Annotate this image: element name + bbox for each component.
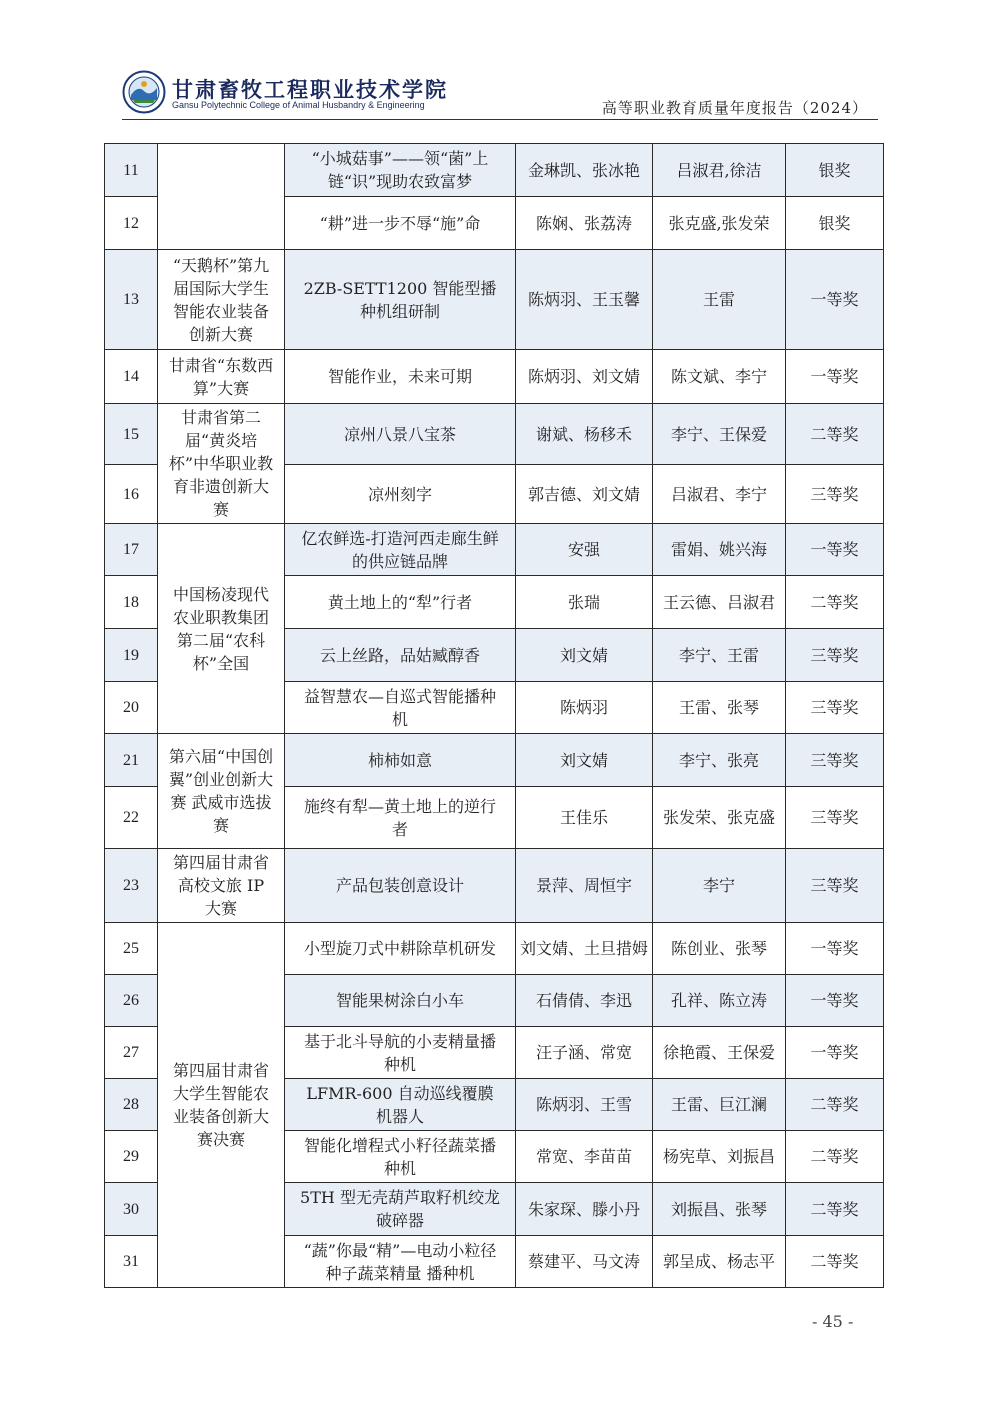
project-name: 智能化增程式小籽径蔬菜播种机 xyxy=(285,1131,516,1183)
competition-name: 中国杨凌现代农业职教集团第二届“农科杯”全国 xyxy=(158,524,285,734)
teachers: 张发荣、张克盛 xyxy=(653,787,786,849)
project-name: 凉州八景八宝茶 xyxy=(285,404,516,465)
row-number: 18 xyxy=(105,576,158,629)
award-level: 二等奖 xyxy=(786,1079,884,1131)
project-name: 凉州刻字 xyxy=(285,465,516,524)
row-number: 15 xyxy=(105,404,158,465)
teachers: 王雷 xyxy=(653,250,786,350)
students: 陈炳羽 xyxy=(516,682,653,734)
teachers: 杨宪草、刘振昌 xyxy=(653,1131,786,1183)
row-number: 23 xyxy=(105,849,158,923)
teachers: 李宁、王雷 xyxy=(653,629,786,682)
students: 陈炳羽、刘文婧 xyxy=(516,350,653,404)
award-level: 三等奖 xyxy=(786,787,884,849)
teachers: 李宁、王保爱 xyxy=(653,404,786,465)
project-name: 5TH 型无壳葫芦取籽机绞龙破碎器 xyxy=(285,1183,516,1236)
row-number: 14 xyxy=(105,350,158,404)
competition-name xyxy=(158,144,285,250)
table-row xyxy=(105,849,884,923)
row-number: 11 xyxy=(105,144,158,197)
competition-name: 第六届“中国创翼”创业创新大赛 武威市选拔赛 xyxy=(158,734,285,849)
students: 安强 xyxy=(516,524,653,576)
students: 刘文婧 xyxy=(516,629,653,682)
students: 蔡建平、马文涛 xyxy=(516,1236,653,1288)
project-name: 产品包装创意设计 xyxy=(285,849,516,923)
project-name: 施终有犁—黄土地上的逆行者 xyxy=(285,787,516,849)
row-number: 22 xyxy=(105,787,158,849)
award-level: 一等奖 xyxy=(786,250,884,350)
award-level: 二等奖 xyxy=(786,1183,884,1236)
students: 陈炳羽、王玉馨 xyxy=(516,250,653,350)
page-header xyxy=(122,66,878,122)
project-name: 智能果树涂白小车 xyxy=(285,975,516,1027)
students: 刘文婧 xyxy=(516,734,653,787)
award-level: 一等奖 xyxy=(786,923,884,975)
row-number: 29 xyxy=(105,1131,158,1183)
teachers: 刘振昌、张琴 xyxy=(653,1183,786,1236)
table-row xyxy=(105,524,884,576)
project-name: “小城菇事”——领“菌”上链“识”现助农致富梦 xyxy=(285,144,516,197)
award-level: 一等奖 xyxy=(786,1027,884,1079)
project-name: 2ZB-SETT1200 智能型播种机组研制 xyxy=(285,250,516,350)
table-row xyxy=(105,144,884,197)
teachers: 孔祥、陈立涛 xyxy=(653,975,786,1027)
award-level: 二等奖 xyxy=(786,576,884,629)
teachers: 吕淑君,徐洁 xyxy=(653,144,786,197)
students: 景萍、周恒宇 xyxy=(516,849,653,923)
students: 金琳凯、张冰艳 xyxy=(516,144,653,197)
project-name: 亿农鲜选-打造河西走廊生鲜的供应链品牌 xyxy=(285,524,516,576)
students: 陈炳羽、王雪 xyxy=(516,1079,653,1131)
award-level: 三等奖 xyxy=(786,629,884,682)
table-row xyxy=(105,734,884,787)
report-title: 高等职业教育质量年度报告（2024） xyxy=(601,99,868,117)
row-number: 13 xyxy=(105,250,158,350)
competition-name: 甘肃省“东数西算”大赛 xyxy=(158,350,285,404)
students: 刘文婧、土旦措姆 xyxy=(516,923,653,975)
teachers: 雷娟、姚兴海 xyxy=(653,524,786,576)
project-name: 黄土地上的“犁”行者 xyxy=(285,576,516,629)
project-name: “蔬”你最“精”—电动小粒径种子蔬菜精量 播种机 xyxy=(285,1236,516,1288)
competition-name: 第四届甘肃省高校文旅 IP 大赛 xyxy=(158,849,285,923)
students: 朱家琛、滕小丹 xyxy=(516,1183,653,1236)
project-name: 云上丝路，品姑臧醇香 xyxy=(285,629,516,682)
award-level: 二等奖 xyxy=(786,1131,884,1183)
table-row xyxy=(105,250,884,350)
competition-name: 甘肃省第二届“黄炎培杯”中华职业教育非遗创新大赛 xyxy=(158,404,285,524)
school-name-en: Gansu Polytechnic College of Animal Husbandry & Engineering xyxy=(172,100,425,110)
teachers: 张克盛,张发荣 xyxy=(653,197,786,250)
students: 常宽、李苗苗 xyxy=(516,1131,653,1183)
page-number: - 45 - xyxy=(812,1312,854,1331)
teachers: 王雷、张琴 xyxy=(653,682,786,734)
teachers: 王云德、吕淑君 xyxy=(653,576,786,629)
award-level: 二等奖 xyxy=(786,1236,884,1288)
teachers: 郭呈成、杨志平 xyxy=(653,1236,786,1288)
teachers: 徐艳霞、王保爱 xyxy=(653,1027,786,1079)
teachers: 陈创业、张琴 xyxy=(653,923,786,975)
row-number: 12 xyxy=(105,197,158,250)
award-level: 三等奖 xyxy=(786,734,884,787)
project-name: 基于北斗导航的小麦精量播种机 xyxy=(285,1027,516,1079)
teachers: 王雷、巨江澜 xyxy=(653,1079,786,1131)
students: 谢斌、杨移禾 xyxy=(516,404,653,465)
students: 张瑞 xyxy=(516,576,653,629)
awards-table xyxy=(104,143,884,1288)
row-number: 25 xyxy=(105,923,158,975)
school-logo-icon xyxy=(122,70,166,114)
competition-name: “天鹅杯”第九届国际大学生智能农业装备创新大赛 xyxy=(158,250,285,350)
competition-name: 第四届甘肃省大学生智能农业装备创新大赛决赛 xyxy=(158,923,285,1288)
row-number: 26 xyxy=(105,975,158,1027)
teachers: 吕淑君、李宁 xyxy=(653,465,786,524)
row-number: 20 xyxy=(105,682,158,734)
students: 郭吉德、刘文婧 xyxy=(516,465,653,524)
row-number: 21 xyxy=(105,734,158,787)
teachers: 李宁 xyxy=(653,849,786,923)
project-name: 柿柿如意 xyxy=(285,734,516,787)
row-number: 31 xyxy=(105,1236,158,1288)
award-level: 三等奖 xyxy=(786,465,884,524)
row-number: 17 xyxy=(105,524,158,576)
award-level: 三等奖 xyxy=(786,682,884,734)
header-divider xyxy=(122,119,878,120)
students: 王佳乐 xyxy=(516,787,653,849)
students: 陈娴、张荔涛 xyxy=(516,197,653,250)
project-name: 益智慧农—自巡式智能播种机 xyxy=(285,682,516,734)
row-number: 19 xyxy=(105,629,158,682)
row-number: 16 xyxy=(105,465,158,524)
project-name: 小型旋刀式中耕除草机研发 xyxy=(285,923,516,975)
award-level: 银奖 xyxy=(786,144,884,197)
project-name: 智能作业，未来可期 xyxy=(285,350,516,404)
row-number: 27 xyxy=(105,1027,158,1079)
project-name: LFMR-600 自动巡线覆膜机器人 xyxy=(285,1079,516,1131)
table-row xyxy=(105,350,884,404)
award-level: 一等奖 xyxy=(786,975,884,1027)
award-level: 二等奖 xyxy=(786,404,884,465)
students: 石倩倩、李迅 xyxy=(516,975,653,1027)
school-name-cn: 甘肃畜牧工程职业技术学院 xyxy=(172,78,448,102)
teachers: 陈文斌、李宁 xyxy=(653,350,786,404)
row-number: 28 xyxy=(105,1079,158,1131)
project-name: “耕”进一步不辱“施”命 xyxy=(285,197,516,250)
award-level: 一等奖 xyxy=(786,524,884,576)
teachers: 李宁、张亮 xyxy=(653,734,786,787)
table-row xyxy=(105,923,884,975)
award-level: 三等奖 xyxy=(786,849,884,923)
award-level: 银奖 xyxy=(786,197,884,250)
students: 汪子涵、常宽 xyxy=(516,1027,653,1079)
table-row xyxy=(105,404,884,465)
award-level: 一等奖 xyxy=(786,350,884,404)
row-number: 30 xyxy=(105,1183,158,1236)
